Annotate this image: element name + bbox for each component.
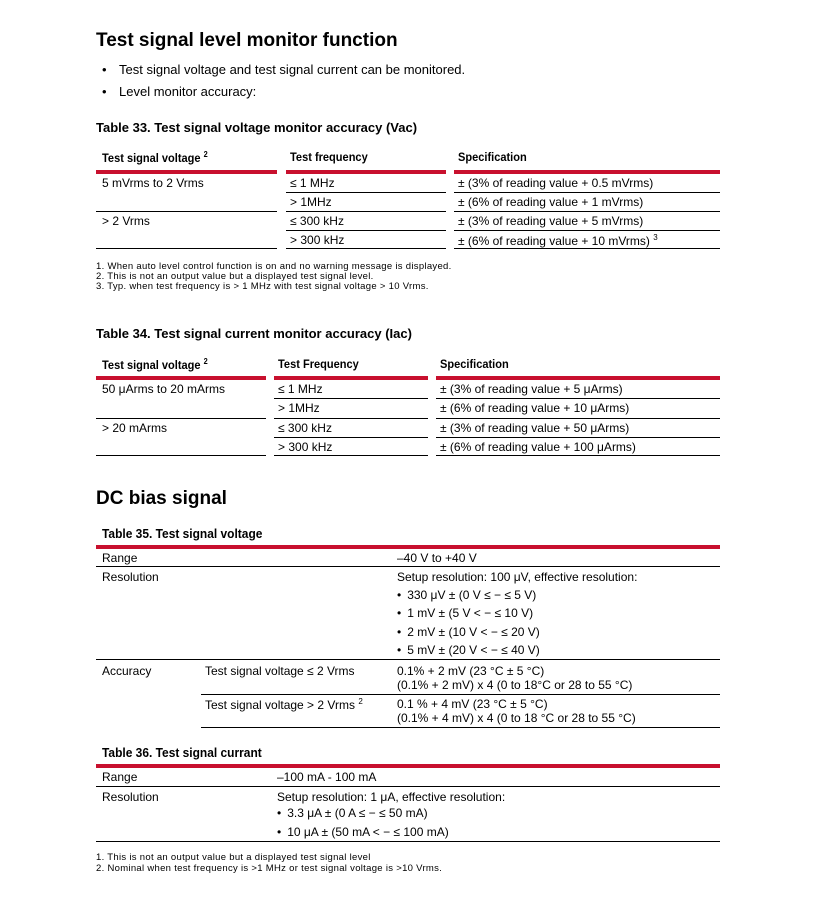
table33-cell: ≤ 300 kHz bbox=[290, 214, 344, 228]
table33-footnote: 3. Typ. when test frequency is > 1 MHz with test signal voltage > 10 Vrms. bbox=[96, 281, 429, 292]
table33-cell: > 1MHz bbox=[290, 195, 332, 209]
table33-row-rule bbox=[286, 230, 446, 231]
table33-row-rule bbox=[286, 211, 446, 212]
table36-resolution-item: • 10 μA ± (50 mA < − ≤ 100 mA) bbox=[277, 825, 449, 839]
table33-header-frequency: Test frequency bbox=[290, 150, 368, 164]
table36-caption: Table 36. Test signal currant bbox=[102, 745, 262, 760]
table34-row-rule bbox=[96, 418, 266, 419]
table34-row-rule bbox=[436, 418, 720, 419]
table36-header-rule bbox=[96, 764, 720, 768]
table36-resolution-item: • 3.3 μA ± (0 A ≤ − ≤ 50 mA) bbox=[277, 806, 428, 820]
section-title-level-monitor: Test signal level monitor function bbox=[96, 30, 398, 51]
table34-caption: Table 34. Test signal current monitor accuracy (Iac) bbox=[96, 326, 412, 341]
table34-cell: ± (3% of reading value + 5 μArms) bbox=[440, 382, 623, 396]
table33-row-rule bbox=[454, 192, 720, 193]
table34-row-rule bbox=[274, 398, 428, 399]
table35-accuracy-condition: Test signal voltage ≤ 2 Vrms bbox=[205, 664, 355, 678]
table35-caption: Table 35. Test signal voltage bbox=[102, 526, 263, 541]
table33-cell: ± (6% of reading value + 1 mVrms) bbox=[458, 195, 644, 209]
table35-bottom-rule bbox=[201, 727, 720, 728]
table35-accuracy-value: 0.1 % + 4 mV (23 °C ± 5 °C) bbox=[397, 697, 548, 711]
table36-range-label: Range bbox=[102, 770, 138, 784]
table34-bottom-rule bbox=[274, 455, 428, 456]
table33-cell: ± (6% of reading value + 10 mVrms) $^3$ bbox=[458, 233, 658, 248]
table34-row-rule bbox=[274, 418, 428, 419]
table34-cell: ± (3% of reading value + 50 μArms) bbox=[440, 421, 630, 435]
table35-accuracy-label: Accuracy bbox=[102, 664, 152, 678]
table36-resolution-intro: Setup resolution: 1 μA, effective resolution: bbox=[277, 790, 506, 804]
table33-cell: ≤ 1 MHz bbox=[290, 176, 335, 190]
table33-bottom-rule bbox=[96, 248, 277, 249]
table33-row-rule bbox=[454, 211, 720, 212]
table36-resolution-label: Resolution bbox=[102, 790, 159, 804]
table36-footnote: 2. Nominal when test frequency is >1 MHz or test signal voltage is >10 Vrms. bbox=[96, 863, 443, 874]
bullet-item: • Level monitor accuracy: bbox=[119, 84, 256, 99]
table33-header-rule bbox=[286, 170, 446, 174]
table34-header-rule bbox=[274, 376, 428, 380]
table34-header-spec: Specification bbox=[440, 357, 509, 371]
table33-row-rule bbox=[454, 230, 720, 231]
table34-cell: > 300 kHz bbox=[278, 440, 333, 454]
table34-header-rule bbox=[436, 376, 720, 380]
table34-cell: ≤ 300 kHz bbox=[278, 421, 332, 435]
table33-bottom-rule bbox=[454, 248, 720, 249]
table33-cell: 5 mVrms to 2 Vrms bbox=[102, 176, 204, 190]
table35-resolution-intro: Setup resolution: 100 μV, effective resolution: bbox=[397, 570, 638, 584]
table34-cell: 50 μArms to 20 mArms bbox=[102, 382, 225, 396]
table33-header-voltage: Test signal voltage $^2$ bbox=[102, 150, 208, 165]
table33-cell: > 2 Vrms bbox=[102, 214, 150, 228]
table33-footnote: 2. This is not an output value but a displayed test signal level. bbox=[96, 271, 374, 282]
table34-cell: ≤ 1 MHz bbox=[278, 382, 323, 396]
section-title-dc-bias: DC bias signal bbox=[96, 488, 227, 509]
table35-accuracy-value: 0.1% + 2 mV (23 °C ± 5 °C) bbox=[397, 664, 545, 678]
table35-resolution-label: Resolution bbox=[102, 570, 159, 584]
table33-footnote: 1. When auto level control function is on and no warning message is displayed. bbox=[96, 261, 452, 272]
table36-range-value: –100 mA - 100 mA bbox=[277, 770, 377, 784]
table36-footnote: 1. This is not an output value but a displayed test signal level bbox=[96, 852, 371, 863]
table34-bottom-rule bbox=[96, 455, 266, 456]
table35-row-rule bbox=[96, 566, 720, 567]
table34-header-voltage: Test signal voltage $^2$ bbox=[102, 357, 208, 372]
table33-header-spec: Specification bbox=[458, 150, 527, 164]
table34-row-rule bbox=[274, 437, 428, 438]
table34-header-frequency: Test Frequency bbox=[278, 357, 359, 371]
table34-cell: ± (6% of reading value + 10 μArms) bbox=[440, 401, 630, 415]
table33-header-rule bbox=[454, 170, 720, 174]
table33-bottom-rule bbox=[286, 248, 446, 249]
table36-bottom-rule bbox=[96, 841, 720, 842]
table35-resolution-item: • 1 mV ± (5 V < − ≤ 10 V) bbox=[397, 606, 533, 620]
table35-row-rule bbox=[96, 659, 720, 660]
table36-row-rule bbox=[96, 786, 720, 787]
table33-caption: Table 33. Test signal voltage monitor accuracy (Vac) bbox=[96, 120, 418, 135]
table34-header-rule bbox=[96, 376, 266, 380]
table35-accuracy-condition: Test signal voltage > 2 Vrms $^2$ bbox=[205, 697, 363, 712]
table34-cell: > 1MHz bbox=[278, 401, 320, 415]
table34-bottom-rule bbox=[436, 455, 720, 456]
table34-cell: ± (6% of reading value + 100 μArms) bbox=[440, 440, 636, 454]
table35-resolution-item: • 330 μV ± (0 V ≤ − ≤ 5 V) bbox=[397, 588, 536, 602]
table33-cell: > 300 kHz bbox=[290, 233, 345, 247]
table35-accuracy-value: (0.1% + 2 mV) x 4 (0 to 18°C or 28 to 55 °C) bbox=[397, 678, 633, 692]
table33-header-rule bbox=[96, 170, 277, 174]
table34-row-rule bbox=[436, 437, 720, 438]
table35-resolution-item: • 2 mV ± (10 V < − ≤ 20 V) bbox=[397, 625, 540, 639]
table33-row-rule bbox=[286, 192, 446, 193]
table34-cell: > 20 mArms bbox=[102, 421, 168, 435]
table35-range-value: –40 V to +40 V bbox=[397, 551, 477, 565]
table35-accuracy-value: (0.1% + 4 mV) x 4 (0 to 18 °C or 28 to 55 °C) bbox=[397, 711, 636, 725]
table35-resolution-item: • 5 mV ± (20 V < − ≤ 40 V) bbox=[397, 643, 540, 657]
table35-header-rule bbox=[96, 545, 720, 549]
table35-row-rule bbox=[201, 694, 720, 695]
table33-row-rule bbox=[96, 211, 277, 212]
bullet-item: • Test signal voltage and test signal current can be monitored. bbox=[119, 62, 465, 77]
table35-range-label: Range bbox=[102, 551, 138, 565]
table34-row-rule bbox=[436, 398, 720, 399]
table33-cell: ± (3% of reading value + 5 mVrms) bbox=[458, 214, 644, 228]
table33-cell: ± (3% of reading value + 0.5 mVrms) bbox=[458, 176, 654, 190]
